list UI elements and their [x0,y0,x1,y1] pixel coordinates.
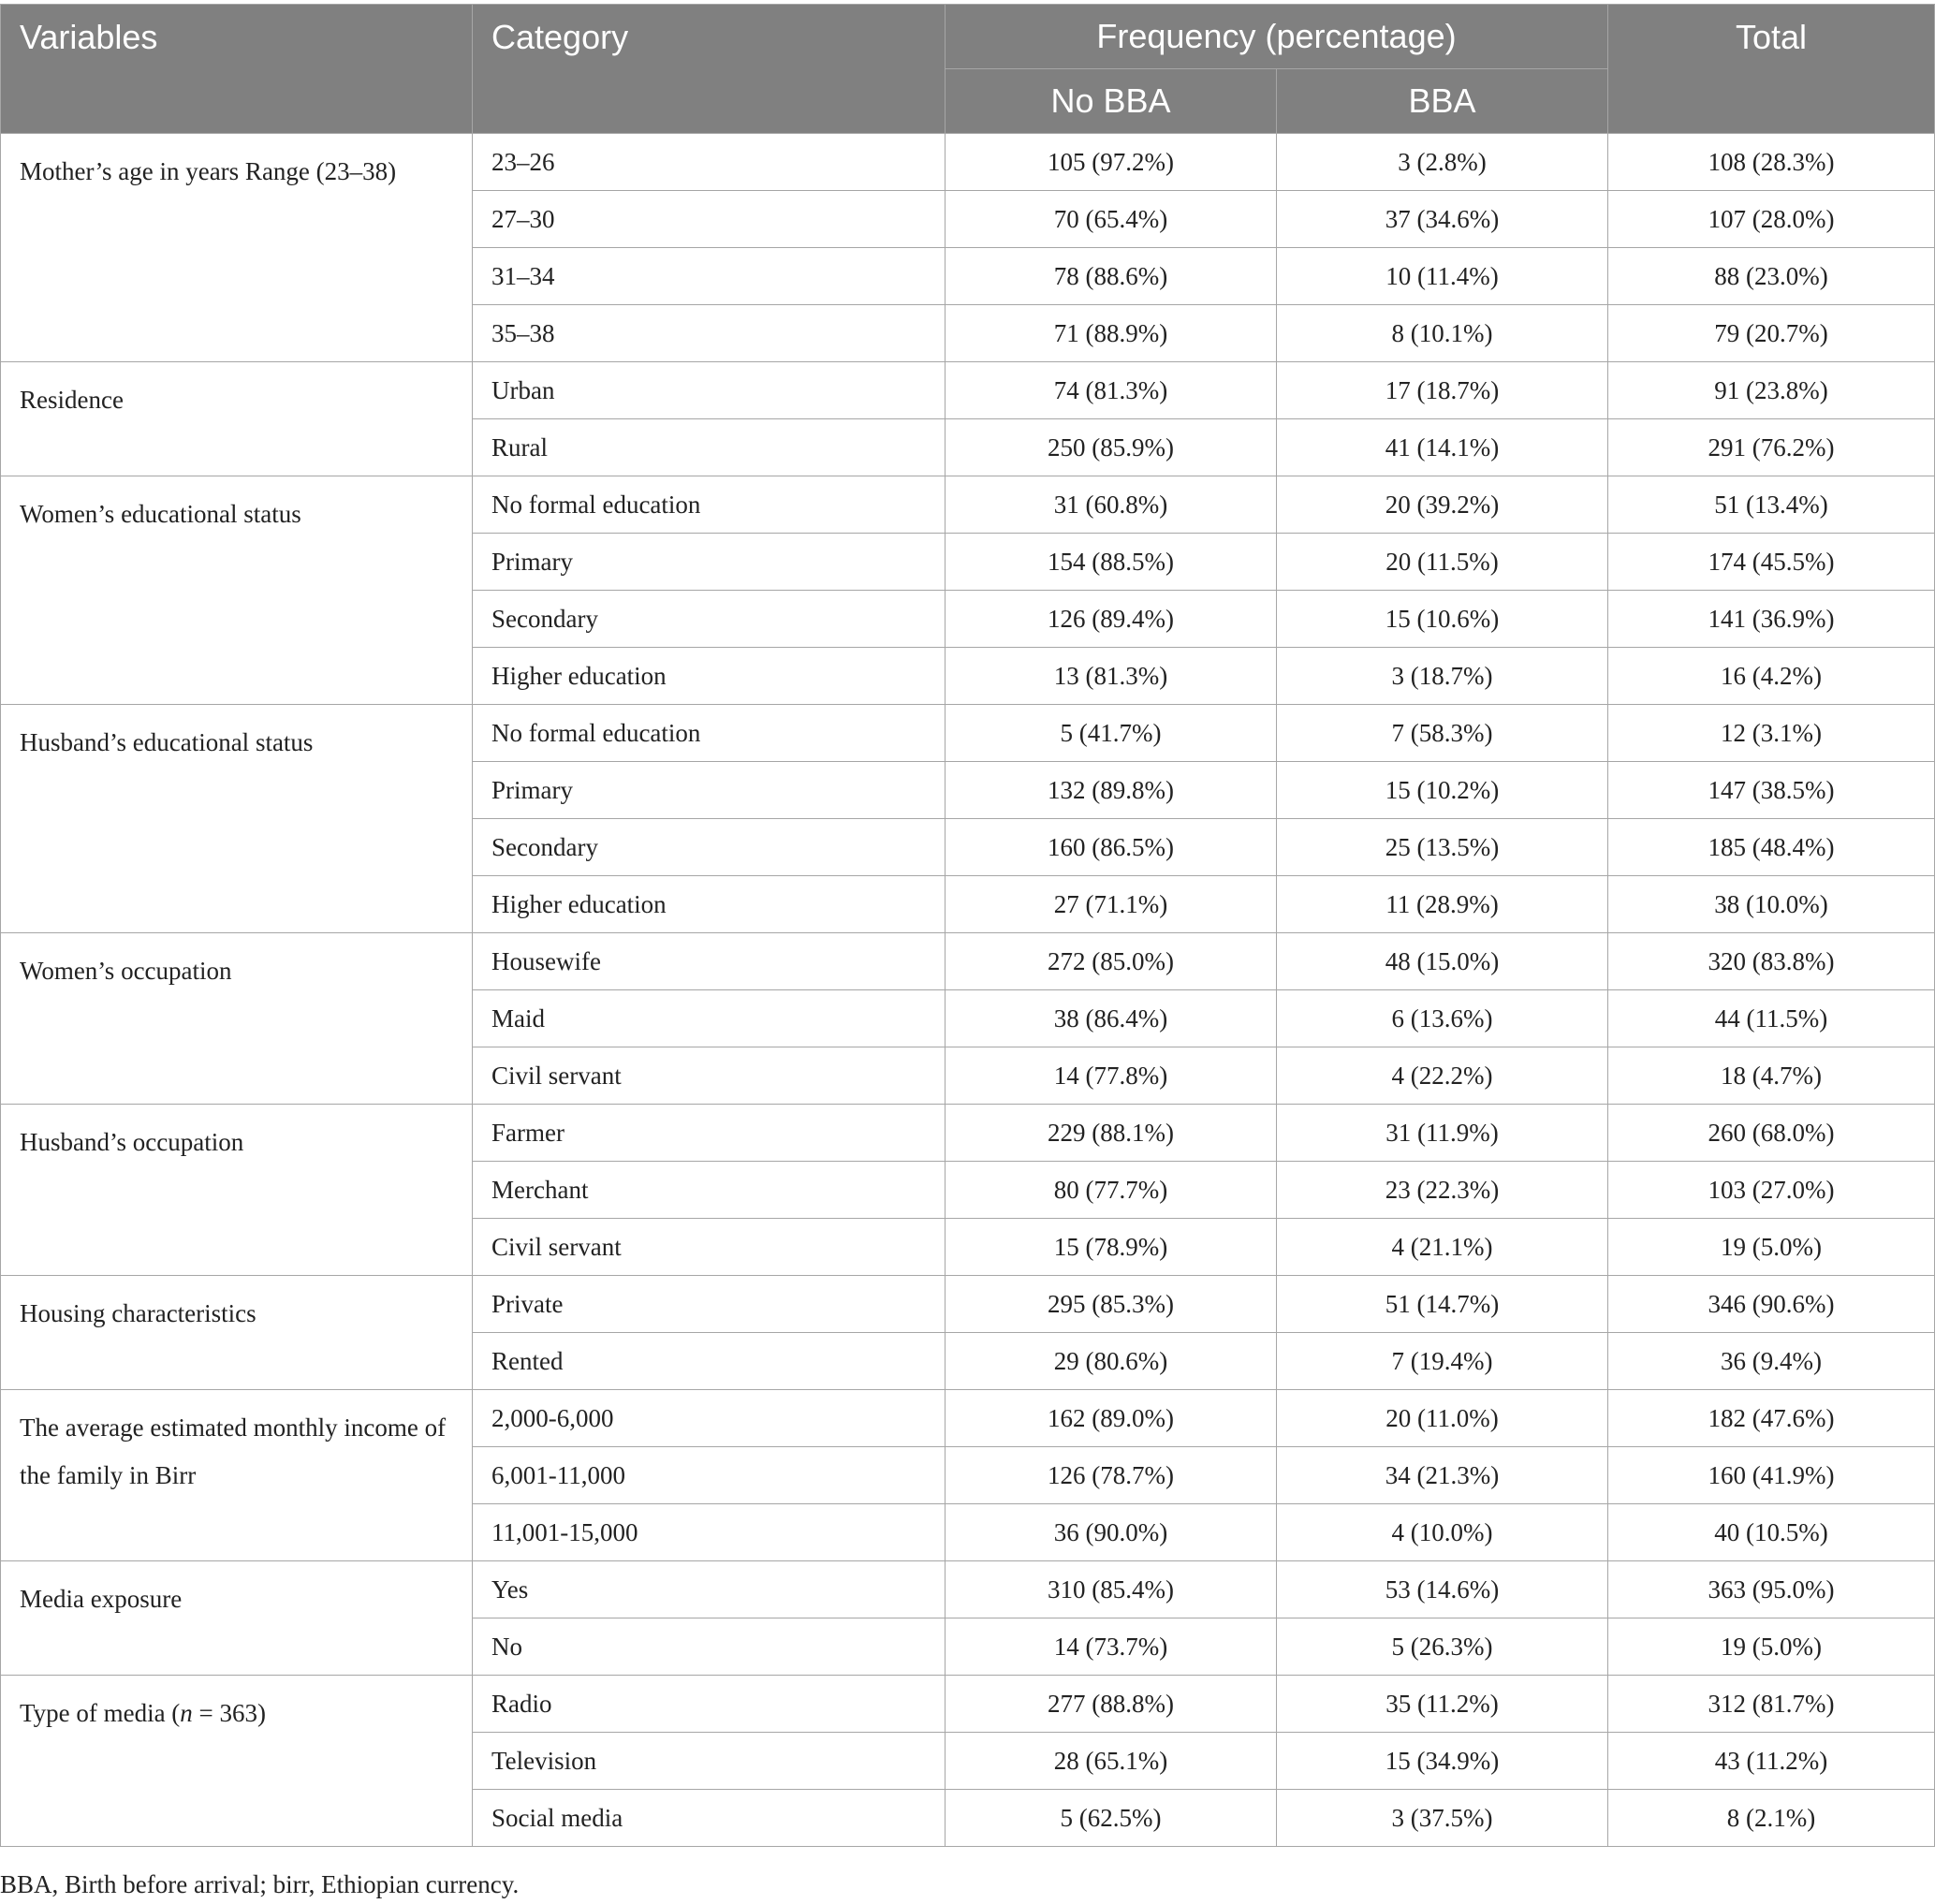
bba-cell: 7 (19.4%) [1277,1333,1608,1390]
table-row [1,933,1935,990]
header-variables: Variables [1,5,473,134]
category-cell: Urban [473,362,946,419]
no-bba-cell: 70 (65.4%) [946,191,1277,248]
total-cell: 320 (83.8%) [1608,933,1935,990]
total-cell: 12 (3.1%) [1608,705,1935,762]
total-cell: 91 (23.8%) [1608,362,1935,419]
no-bba-cell: 27 (71.1%) [946,876,1277,933]
bba-cell: 53 (14.6%) [1277,1561,1608,1618]
table-row [1,1561,1935,1618]
no-bba-cell: 126 (78.7%) [946,1447,1277,1504]
category-cell: 11,001-15,000 [473,1504,946,1561]
no-bba-cell: 229 (88.1%) [946,1105,1277,1162]
table-body [1,134,1935,1847]
total-cell: 107 (28.0%) [1608,191,1935,248]
variable-cell: Residence [1,362,473,476]
no-bba-cell: 126 (89.4%) [946,591,1277,648]
no-bba-cell: 71 (88.9%) [946,305,1277,362]
no-bba-cell: 28 (65.1%) [946,1733,1277,1790]
bba-cell: 5 (26.3%) [1277,1618,1608,1676]
total-cell: 182 (47.6%) [1608,1390,1935,1447]
total-cell: 312 (81.7%) [1608,1676,1935,1733]
category-cell: No [473,1618,946,1676]
category-cell: 27–30 [473,191,946,248]
bba-cell: 20 (11.5%) [1277,534,1608,591]
bba-cell: 7 (58.3%) [1277,705,1608,762]
bba-cell: 15 (10.2%) [1277,762,1608,819]
total-cell: 40 (10.5%) [1608,1504,1935,1561]
header-total: Total [1608,5,1935,134]
category-cell: Radio [473,1676,946,1733]
category-cell: Higher education [473,648,946,705]
category-cell: No formal education [473,705,946,762]
variable-cell: Mother’s age in years Range (23–38) [1,134,473,362]
header-bba: BBA [1277,69,1608,134]
no-bba-cell: 14 (77.8%) [946,1047,1277,1105]
no-bba-cell: 310 (85.4%) [946,1561,1277,1618]
bba-cell: 17 (18.7%) [1277,362,1608,419]
table-row [1,1676,1935,1733]
variable-cell: Women’s occupation [1,933,473,1105]
table-row [1,1105,1935,1162]
category-cell: Primary [473,534,946,591]
category-cell: Private [473,1276,946,1333]
category-cell: Secondary [473,591,946,648]
total-cell: 79 (20.7%) [1608,305,1935,362]
bba-cell: 3 (2.8%) [1277,134,1608,191]
total-cell: 108 (28.3%) [1608,134,1935,191]
header-frequency: Frequency (percentage) [946,5,1608,69]
no-bba-cell: 15 (78.9%) [946,1219,1277,1276]
table-container [0,4,1935,1847]
no-bba-cell: 78 (88.6%) [946,248,1277,305]
table-row [1,362,1935,419]
bba-cell: 4 (22.2%) [1277,1047,1608,1105]
category-cell: Primary [473,762,946,819]
bba-cell: 10 (11.4%) [1277,248,1608,305]
bba-cell: 3 (37.5%) [1277,1790,1608,1847]
no-bba-cell: 277 (88.8%) [946,1676,1277,1733]
bba-cell: 8 (10.1%) [1277,305,1608,362]
bba-cell: 31 (11.9%) [1277,1105,1608,1162]
table-row [1,1390,1935,1447]
no-bba-cell: 29 (80.6%) [946,1333,1277,1390]
category-cell: 31–34 [473,248,946,305]
total-cell: 291 (76.2%) [1608,419,1935,476]
category-cell: Social media [473,1790,946,1847]
total-cell: 363 (95.0%) [1608,1561,1935,1618]
no-bba-cell: 160 (86.5%) [946,819,1277,876]
no-bba-cell: 36 (90.0%) [946,1504,1277,1561]
category-cell: Civil servant [473,1047,946,1105]
no-bba-cell: 105 (97.2%) [946,134,1277,191]
bba-cell: 41 (14.1%) [1277,419,1608,476]
no-bba-cell: 162 (89.0%) [946,1390,1277,1447]
bba-cell: 25 (13.5%) [1277,819,1608,876]
total-cell: 38 (10.0%) [1608,876,1935,933]
no-bba-cell: 132 (89.8%) [946,762,1277,819]
bba-cell: 15 (10.6%) [1277,591,1608,648]
no-bba-cell: 154 (88.5%) [946,534,1277,591]
category-cell: Television [473,1733,946,1790]
variable-cell: Type of media (n = 363) [1,1676,473,1847]
variable-cell: Housing characteristics [1,1276,473,1390]
bba-cell: 20 (11.0%) [1277,1390,1608,1447]
total-cell: 147 (38.5%) [1608,762,1935,819]
category-cell: 23–26 [473,134,946,191]
header-category: Category [473,5,946,134]
total-cell: 8 (2.1%) [1608,1790,1935,1847]
category-cell: Yes [473,1561,946,1618]
no-bba-cell: 272 (85.0%) [946,933,1277,990]
total-cell: 185 (48.4%) [1608,819,1935,876]
no-bba-cell: 80 (77.7%) [946,1162,1277,1219]
bba-cell: 11 (28.9%) [1277,876,1608,933]
table-row [1,705,1935,762]
total-cell: 16 (4.2%) [1608,648,1935,705]
variable-cell: Media exposure [1,1561,473,1676]
category-cell: Rented [473,1333,946,1390]
no-bba-cell: 14 (73.7%) [946,1618,1277,1676]
total-cell: 19 (5.0%) [1608,1219,1935,1276]
data-table [0,4,1935,1847]
table-header [1,5,1935,134]
category-cell: Civil servant [473,1219,946,1276]
table-footnote: BBA, Birth before arrival; birr, Ethiopian currency. [0,1870,520,1898]
variable-cell: Women’s educational status [1,476,473,705]
total-cell: 18 (4.7%) [1608,1047,1935,1105]
bba-cell: 6 (13.6%) [1277,990,1608,1047]
category-cell: Maid [473,990,946,1047]
no-bba-cell: 5 (62.5%) [946,1790,1277,1847]
variable-cell: Husband’s occupation [1,1105,473,1276]
total-cell: 43 (11.2%) [1608,1733,1935,1790]
table-row [1,476,1935,534]
table-row [1,134,1935,191]
no-bba-cell: 74 (81.3%) [946,362,1277,419]
bba-cell: 4 (21.1%) [1277,1219,1608,1276]
category-cell: Farmer [473,1105,946,1162]
no-bba-cell: 13 (81.3%) [946,648,1277,705]
bba-cell: 51 (14.7%) [1277,1276,1608,1333]
total-cell: 88 (23.0%) [1608,248,1935,305]
bba-cell: 35 (11.2%) [1277,1676,1608,1733]
bba-cell: 34 (21.3%) [1277,1447,1608,1504]
bba-cell: 20 (39.2%) [1277,476,1608,534]
total-cell: 103 (27.0%) [1608,1162,1935,1219]
no-bba-cell: 5 (41.7%) [946,705,1277,762]
variable-cell: The average estimated monthly income of the family in Birr [1,1390,473,1561]
no-bba-cell: 250 (85.9%) [946,419,1277,476]
total-cell: 141 (36.9%) [1608,591,1935,648]
total-cell: 174 (45.5%) [1608,534,1935,591]
total-cell: 260 (68.0%) [1608,1105,1935,1162]
total-cell: 51 (13.4%) [1608,476,1935,534]
total-cell: 36 (9.4%) [1608,1333,1935,1390]
no-bba-cell: 31 (60.8%) [946,476,1277,534]
category-cell: 35–38 [473,305,946,362]
category-cell: Merchant [473,1162,946,1219]
category-cell: Rural [473,419,946,476]
category-cell: Housewife [473,933,946,990]
category-cell: Secondary [473,819,946,876]
table-row [1,1276,1935,1333]
no-bba-cell: 295 (85.3%) [946,1276,1277,1333]
category-cell: 6,001-11,000 [473,1447,946,1504]
total-cell: 160 (41.9%) [1608,1447,1935,1504]
bba-cell: 37 (34.6%) [1277,191,1608,248]
variable-cell: Husband’s educational status [1,705,473,933]
category-cell: No formal education [473,476,946,534]
category-cell: Higher education [473,876,946,933]
total-cell: 44 (11.5%) [1608,990,1935,1047]
bba-cell: 3 (18.7%) [1277,648,1608,705]
total-cell: 346 (90.6%) [1608,1276,1935,1333]
bba-cell: 48 (15.0%) [1277,933,1608,990]
header-no-bba: No BBA [946,69,1277,134]
bba-cell: 4 (10.0%) [1277,1504,1608,1561]
bba-cell: 23 (22.3%) [1277,1162,1608,1219]
total-cell: 19 (5.0%) [1608,1618,1935,1676]
category-cell: 2,000-6,000 [473,1390,946,1447]
bba-cell: 15 (34.9%) [1277,1733,1608,1790]
no-bba-cell: 38 (86.4%) [946,990,1277,1047]
